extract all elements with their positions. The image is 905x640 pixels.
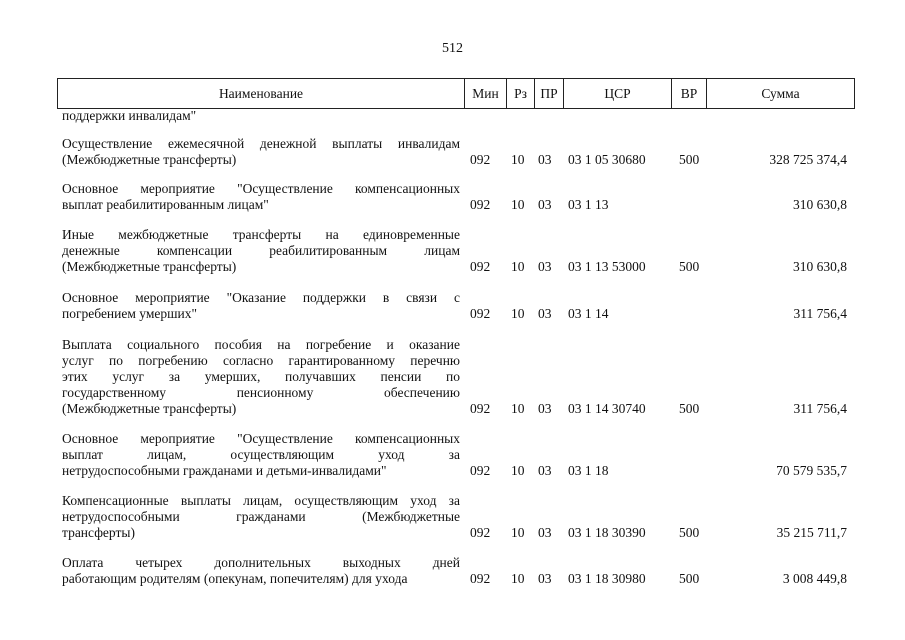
- row-pr: 03: [538, 401, 552, 416]
- row-name: [62, 181, 460, 213]
- row-pr: 03: [538, 525, 552, 540]
- row-rz: 10: [511, 571, 525, 586]
- row-vr: 500: [679, 152, 700, 167]
- row-min: 092: [470, 259, 491, 274]
- row-name: [62, 290, 460, 322]
- row-name: [62, 136, 460, 168]
- table-row: [0, 227, 905, 275]
- row-name-line: услуг по погребению согласно гарантированному перечню: [62, 353, 460, 368]
- row-vr: 500: [679, 571, 700, 586]
- row-pr: 03: [538, 306, 552, 321]
- row-min: 092: [470, 197, 491, 212]
- row-name-line: Осуществление ежемесячной денежной выплаты инвалидам: [62, 136, 460, 151]
- table-row: [0, 290, 905, 322]
- row-name-line: выплат лицам, осуществляющим уход за: [62, 447, 460, 462]
- row-csr: 03 1 14 30740: [568, 401, 646, 416]
- row-name-line: работающим родителям (опекунам, попечителям) для ухода: [62, 571, 408, 586]
- row-min: 092: [470, 525, 491, 540]
- table-row: [0, 181, 905, 213]
- row-rz: 10: [511, 306, 525, 321]
- row-csr: 03 1 18: [568, 463, 609, 478]
- row-vr: 500: [679, 259, 700, 274]
- row-sum: 311 756,4: [793, 306, 847, 321]
- row-name-line: нетрудоспособными гражданами и детьми-инвалидами": [62, 463, 387, 478]
- table-row: [0, 493, 905, 541]
- table-row: [0, 136, 905, 168]
- row-csr: 03 1 18 30980: [568, 571, 646, 586]
- row-sum: 328 725 374,4: [769, 152, 847, 167]
- continuation-text: поддержки инвалидам": [62, 108, 197, 123]
- row-csr: 03 1 14: [568, 306, 609, 321]
- row-name-line: (Межбюджетные трансферты): [62, 401, 237, 416]
- row-name-line: Основное мероприятие "Осуществление компенсационных: [62, 181, 460, 196]
- row-sum: 70 579 535,7: [776, 463, 847, 478]
- row-name-line: Компенсационные выплаты лицам, осуществляющим уход за: [62, 493, 460, 508]
- row-min: 092: [470, 571, 491, 586]
- row-rz: 10: [511, 152, 525, 167]
- row-rz: 10: [511, 525, 525, 540]
- table-row: [0, 431, 905, 479]
- header-csr: ЦСР: [564, 79, 672, 109]
- row-vr: 500: [679, 401, 700, 416]
- row-name-line: Иные межбюджетные трансферты на единовременные: [62, 227, 460, 242]
- table-row: [0, 337, 905, 417]
- row-name: [62, 337, 460, 417]
- row-csr: 03 1 18 30390: [568, 525, 646, 540]
- header-pr: ПР: [535, 79, 564, 109]
- row-sum: 311 756,4: [793, 401, 847, 416]
- row-sum: 310 630,8: [793, 259, 847, 274]
- row-name-line: Выплата социального пособия на погребение и оказание: [62, 337, 460, 352]
- row-csr: 03 1 05 30680: [568, 152, 646, 167]
- row-vr: 500: [679, 525, 700, 540]
- header-sum: Сумма: [707, 79, 855, 109]
- row-name: [62, 431, 460, 479]
- row-name-line: Основное мероприятие "Осуществление компенсационных: [62, 431, 460, 446]
- row-rz: 10: [511, 259, 525, 274]
- table-row: [0, 555, 905, 587]
- row-name: [62, 227, 460, 275]
- row-min: 092: [470, 152, 491, 167]
- row-pr: 03: [538, 259, 552, 274]
- row-name-line: государственному пенсионному обеспечению: [62, 385, 460, 400]
- row-name-line: Оплата четырех дополнительных выходных дней: [62, 555, 460, 570]
- row-name-line: этих услуг за умерших, получавших пенсии по: [62, 369, 460, 384]
- page-number: 512: [442, 41, 463, 56]
- header-rz: Рз: [507, 79, 535, 109]
- row-name-line: трансферты): [62, 525, 135, 540]
- table-header: [57, 78, 855, 109]
- header-vr: ВР: [672, 79, 707, 109]
- row-sum: 310 630,8: [793, 197, 847, 212]
- row-name-line: (Межбюджетные трансферты): [62, 152, 237, 167]
- row-rz: 10: [511, 401, 525, 416]
- header-name: Наименование: [58, 79, 465, 109]
- row-rz: 10: [511, 463, 525, 478]
- row-name-line: Основное мероприятие "Оказание поддержки в связи с: [62, 290, 460, 305]
- row-min: 092: [470, 306, 491, 321]
- row-name: [62, 555, 460, 587]
- header-min: Мин: [465, 79, 507, 109]
- row-pr: 03: [538, 463, 552, 478]
- row-name-line: (Межбюджетные трансферты): [62, 259, 237, 274]
- row-pr: 03: [538, 152, 552, 167]
- row-name-line: выплат реабилитированным лицам": [62, 197, 269, 212]
- row-pr: 03: [538, 197, 552, 212]
- row-pr: 03: [538, 571, 552, 586]
- row-csr: 03 1 13: [568, 197, 609, 212]
- row-sum: 35 215 711,7: [776, 525, 847, 540]
- row-sum: 3 008 449,8: [782, 571, 847, 586]
- row-name-line: погребением умерших": [62, 306, 198, 321]
- row-csr: 03 1 13 53000: [568, 259, 646, 274]
- row-name: [62, 493, 460, 541]
- row-min: 092: [470, 463, 491, 478]
- row-min: 092: [470, 401, 491, 416]
- row-rz: 10: [511, 197, 525, 212]
- row-name-line: нетрудоспособными гражданами (Межбюджетные: [62, 509, 460, 524]
- row-name-line: денежные компенсации реабилитированным лицам: [62, 243, 460, 258]
